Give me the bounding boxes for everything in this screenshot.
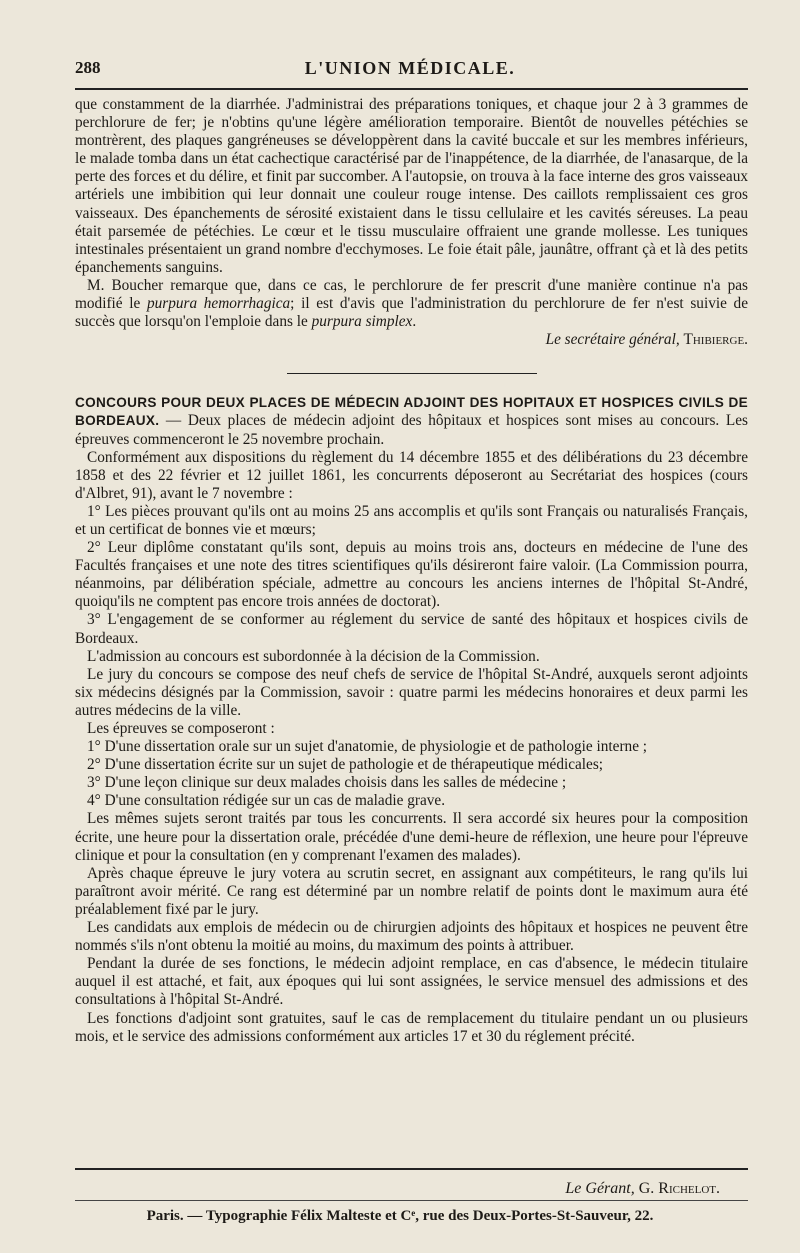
concours-paragraph: Pendant la durée de ses fonctions, le médecin adjoint remplace, en cas d'absence, le médecin titulaire auquel il est attaché, et fait, aux époques qui lui sont assignées, le service mensuel des admissions et des consultations à l'hôpital St-André.	[75, 955, 748, 1009]
signature-role: Le secrétaire général,	[545, 331, 680, 349]
text-run: .	[412, 313, 417, 331]
concours-paragraph: 2° D'une dissertation écrite sur un sujet de pathologie et de thérapeutique médicales;	[87, 756, 604, 774]
text-run: M. Boucher remarque que, dans ce cas, le perchlorure de fer prescrit d'une manière continue n'a pas modifié le	[75, 276, 748, 313]
concours-paragraph: 4° D'une consultation rédigée sur un cas de maladie grave.	[87, 792, 446, 810]
concours-paragraph: 3° L'engagement de se conformer au réglement du service de santé des hôpitaux et hospices civils de Bordeaux.	[75, 611, 748, 647]
concours-paragraph: 2° Leur diplôme constatant qu'ils sont, depuis au moins trois ans, docteurs en médecine de l'une des Facultés françaises et une note des titres scientifiques qu'ils désireront faire valoir. (La Commission pourra, néanmoins, par délibération spéciale, admettre au concours les anciens internes de l'hôpital St-André, quoiqu'ils ne comptent pas encore trois années de doctorat).	[75, 539, 748, 611]
header-rule	[75, 88, 748, 90]
secretary-signature	[75, 331, 748, 349]
concours-intro	[75, 394, 748, 448]
gerant-role: Le Gérant,	[565, 1180, 635, 1197]
concours-paragraph: Conformément aux dispositions du règlement du 14 décembre 1855 et des délibérations du 23 décembre 1858 et des 22 février et 12 juillet 1861, les concurrents déposeront au Secrétariat des hospices (cours d'Albret, 91), avant le 7 novembre :	[75, 448, 748, 502]
printer-imprint: Paris. — Typographie Félix Malteste et Cᵉ, rue des Deux-Portes-St-Sauveur, 22.	[146, 1208, 654, 1224]
footer-rule	[75, 1168, 748, 1170]
page-header	[75, 58, 745, 84]
concours-paragraph: Les fonctions d'adjoint sont gratuites, sauf le cas de remplacement du titulaire pendant un ou plusieurs mois, et le service des admissions conformément aux articles 17 et 30 du réglement précité.	[75, 1009, 748, 1045]
concours-paragraph: Le jury du concours se compose des neuf chefs de service de l'hôpital St-André, auxquels seront adjoints six médecins désignés par la Commission, savoir : quatre parmi les médecins honoraires et deux parmi les autres médecins de la ville.	[75, 665, 748, 719]
footer-thin-rule	[75, 1200, 748, 1201]
concours-intro-text: — Deux places de médecin adjoint des hôpitaux et hospices sont mises au concours. Les épreuves commenceront le 25 novembre prochain.	[75, 412, 748, 448]
journal-title: L'UNION MÉDICALE.	[304, 58, 516, 78]
signature-name: Thibierge.	[683, 331, 748, 349]
concours-paragraph: 3° D'une leçon clinique sur deux malades choisis dans les salles de médecine ;	[87, 774, 567, 792]
concours-paragraph: Les candidats aux emplois de médecin ou de chirurgien adjoints des hôpitaux et hospices ne peuvent être nommés s'ils n'ont obtenu la moitié au moins, du maximum des points à attribuer.	[75, 919, 748, 955]
concours-paragraph: L'admission au concours est subordonnée à la décision de la Commission.	[87, 647, 540, 665]
concours-paragraph: Les mêmes sujets seront traités par tous les concurrents. Il sera accordé six heures pour la composition écrite, une heure pour la dissertation orale, précédée d'une demi-heure de réflexion, une heure pour l'épreuve clinique et pour la consultation (en y comprenant l'examen des malades).	[75, 810, 748, 864]
article-body	[75, 96, 748, 1046]
concours-paragraph: 1° Les pièces prouvant qu'ils ont au moins 25 ans accomplis et qu'ils sont Français ou naturalisés Français, et un certificat de bonnes vie et mœurs;	[75, 502, 748, 538]
concours-headline: CONCOURS POUR DEUX PLACES DE MÉDECIN ADJOINT DES HOPITAUX ET HOSPICES CIVILS DE BORDEAUX.	[75, 395, 748, 429]
gerant-signature	[565, 1180, 720, 1198]
paragraph-boucher	[75, 277, 748, 331]
text-run: ; il est d'avis que l'administration du perchlorure de fer n'est suivie de succès que lorsqu'on l'emploie dans le	[75, 295, 748, 331]
concours-paragraph: Les épreuves se composeront :	[87, 720, 275, 737]
paragraph: que constamment de la diarrhée. J'administrai des préparations toniques, et chaque jour 2 à 3 grammes de perchlorure de fer; je n'obtins qu'une légère amélioration temporaire. Bientôt de nouvelles pétéchies se montrèrent, des plaques gangréneuses se développèrent dans la cavité buccale et sur les membres inférieurs, le malade tomba dans un état cachectique caractérisé par de l'inappétence, de la diarrhée, de l'anasarque, de la perte des forces et du délire, et finit par succomber. A l'autopsie, on trouva à la face interne des gros vaisseaux artériels une imbibition qui leur donnait une couleur rouge intense. Des caillots remplissaient ces gros vaisseaux. Des épanchements de sérosité existaient dans le tissu cellulaire et les cavités séreuses. La peau était parsemée de pétéchies. Le cœur et le tissu musculaire offraient une grande mollesse. Les tuniques intestinales présentaient un grand nombre d'ecchymoses. Le foie était pâle, jaunâtre, offrant çà et là des petits épanchements sanguins.	[75, 96, 748, 276]
gerant-name: G. Richelot.	[638, 1180, 720, 1197]
italic-term: purpura hemorrhagica	[146, 295, 291, 313]
concours-paragraph: 1° D'une dissertation orale sur un sujet d'anatomie, de physiologie et de pathologie interne ;	[87, 738, 648, 756]
page-number: 288	[75, 58, 101, 77]
italic-term: purpura simplex	[311, 313, 413, 331]
concours-paragraph: Après chaque épreuve le jury votera au scrutin secret, en assignant aux compétiteurs, le rang qu'ils lui paraîtront avoir mérité. Ce rang est déterminé par un nombre relatif de points dont le maximum aura été préalablement fixé par le jury.	[75, 864, 748, 918]
section-separator	[287, 373, 537, 374]
concours-paragraphs	[75, 449, 748, 1046]
